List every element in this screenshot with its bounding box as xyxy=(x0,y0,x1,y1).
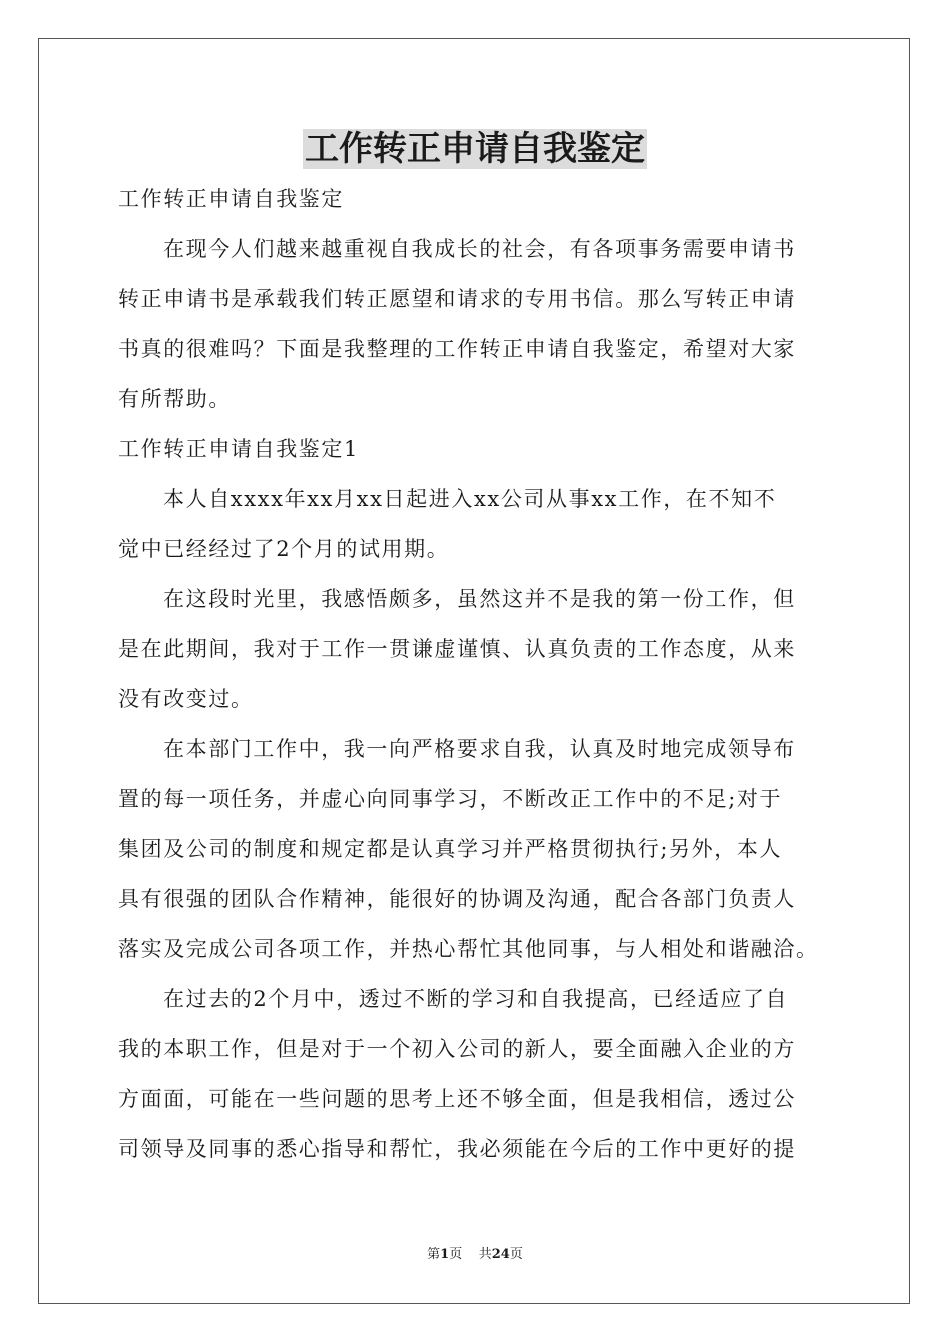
paragraph-line: 司领导及同事的悉心指导和帮忙，我必须能在今后的工作中更好的提 xyxy=(118,1137,796,1161)
paragraph-line: 在现今人们越来越重视自我成长的社会，有各项事务需要申请书 xyxy=(163,237,796,261)
paragraph-line: 我的本职工作，但是对于一个初入公司的新人，要全面融入企业的方 xyxy=(118,1037,796,1061)
page-total: 共24页 xyxy=(478,1247,523,1262)
paragraph-line: 落实及完成公司各项工作，并热心帮忙其他同事，与人相处和谐融洽。 xyxy=(118,937,819,961)
page-border xyxy=(38,38,910,1304)
subtitle-line: 工作转正申请自我鉴定 xyxy=(118,187,344,211)
document-title-text: 工作转正申请自我鉴定 xyxy=(305,129,645,169)
paragraph-line: 转正申请书是承载我们转正愿望和请求的专用书信。那么写转正申请 xyxy=(118,287,796,311)
paragraph-line: 在这段时光里，我感悟颇多，虽然这并不是我的第一份工作，但 xyxy=(163,587,796,611)
paragraph-line: 本人自xxxx年xx月xx日起进入xx公司从事xx工作，在不知不 xyxy=(163,487,777,511)
paragraph-line: 书真的很难吗？下面是我整理的工作转正申请自我鉴定，希望对大家 xyxy=(118,337,796,361)
paragraph-line: 觉中已经经过了2个月的试用期。 xyxy=(118,537,450,561)
paragraph-line: 在过去的2个月中，透过不断的学习和自我提高，已经适应了自 xyxy=(163,987,789,1011)
paragraph-line: 集团及公司的制度和规定都是认真学习并严格贯彻执行;另外，本人 xyxy=(118,837,783,861)
paragraph-line: 置的每一项任务，并虚心向同事学习，不断改正工作中的不足;对于 xyxy=(118,787,783,811)
paragraph-line: 方面面，可能在一些问题的思考上还不够全面，但是我相信，透过公 xyxy=(118,1087,796,1111)
paragraph-line: 具有很强的团队合作精神，能很好的协调及沟通，配合各部门负责人 xyxy=(118,887,796,911)
paragraph-line: 在本部门工作中，我一向严格要求自我，认真及时地完成领导布 xyxy=(163,737,796,761)
paragraph-line: 有所帮助。 xyxy=(118,387,231,411)
document-title xyxy=(0,126,950,172)
page-number: 第1页 xyxy=(427,1247,463,1262)
paragraph-line: 没有改变过。 xyxy=(118,687,254,711)
paragraph-line: 是在此期间，我对于工作一贯谦虚谨慎、认真负责的工作态度，从来 xyxy=(118,637,796,661)
page-footer xyxy=(0,1246,950,1264)
section-heading: 工作转正申请自我鉴定1 xyxy=(118,437,359,461)
